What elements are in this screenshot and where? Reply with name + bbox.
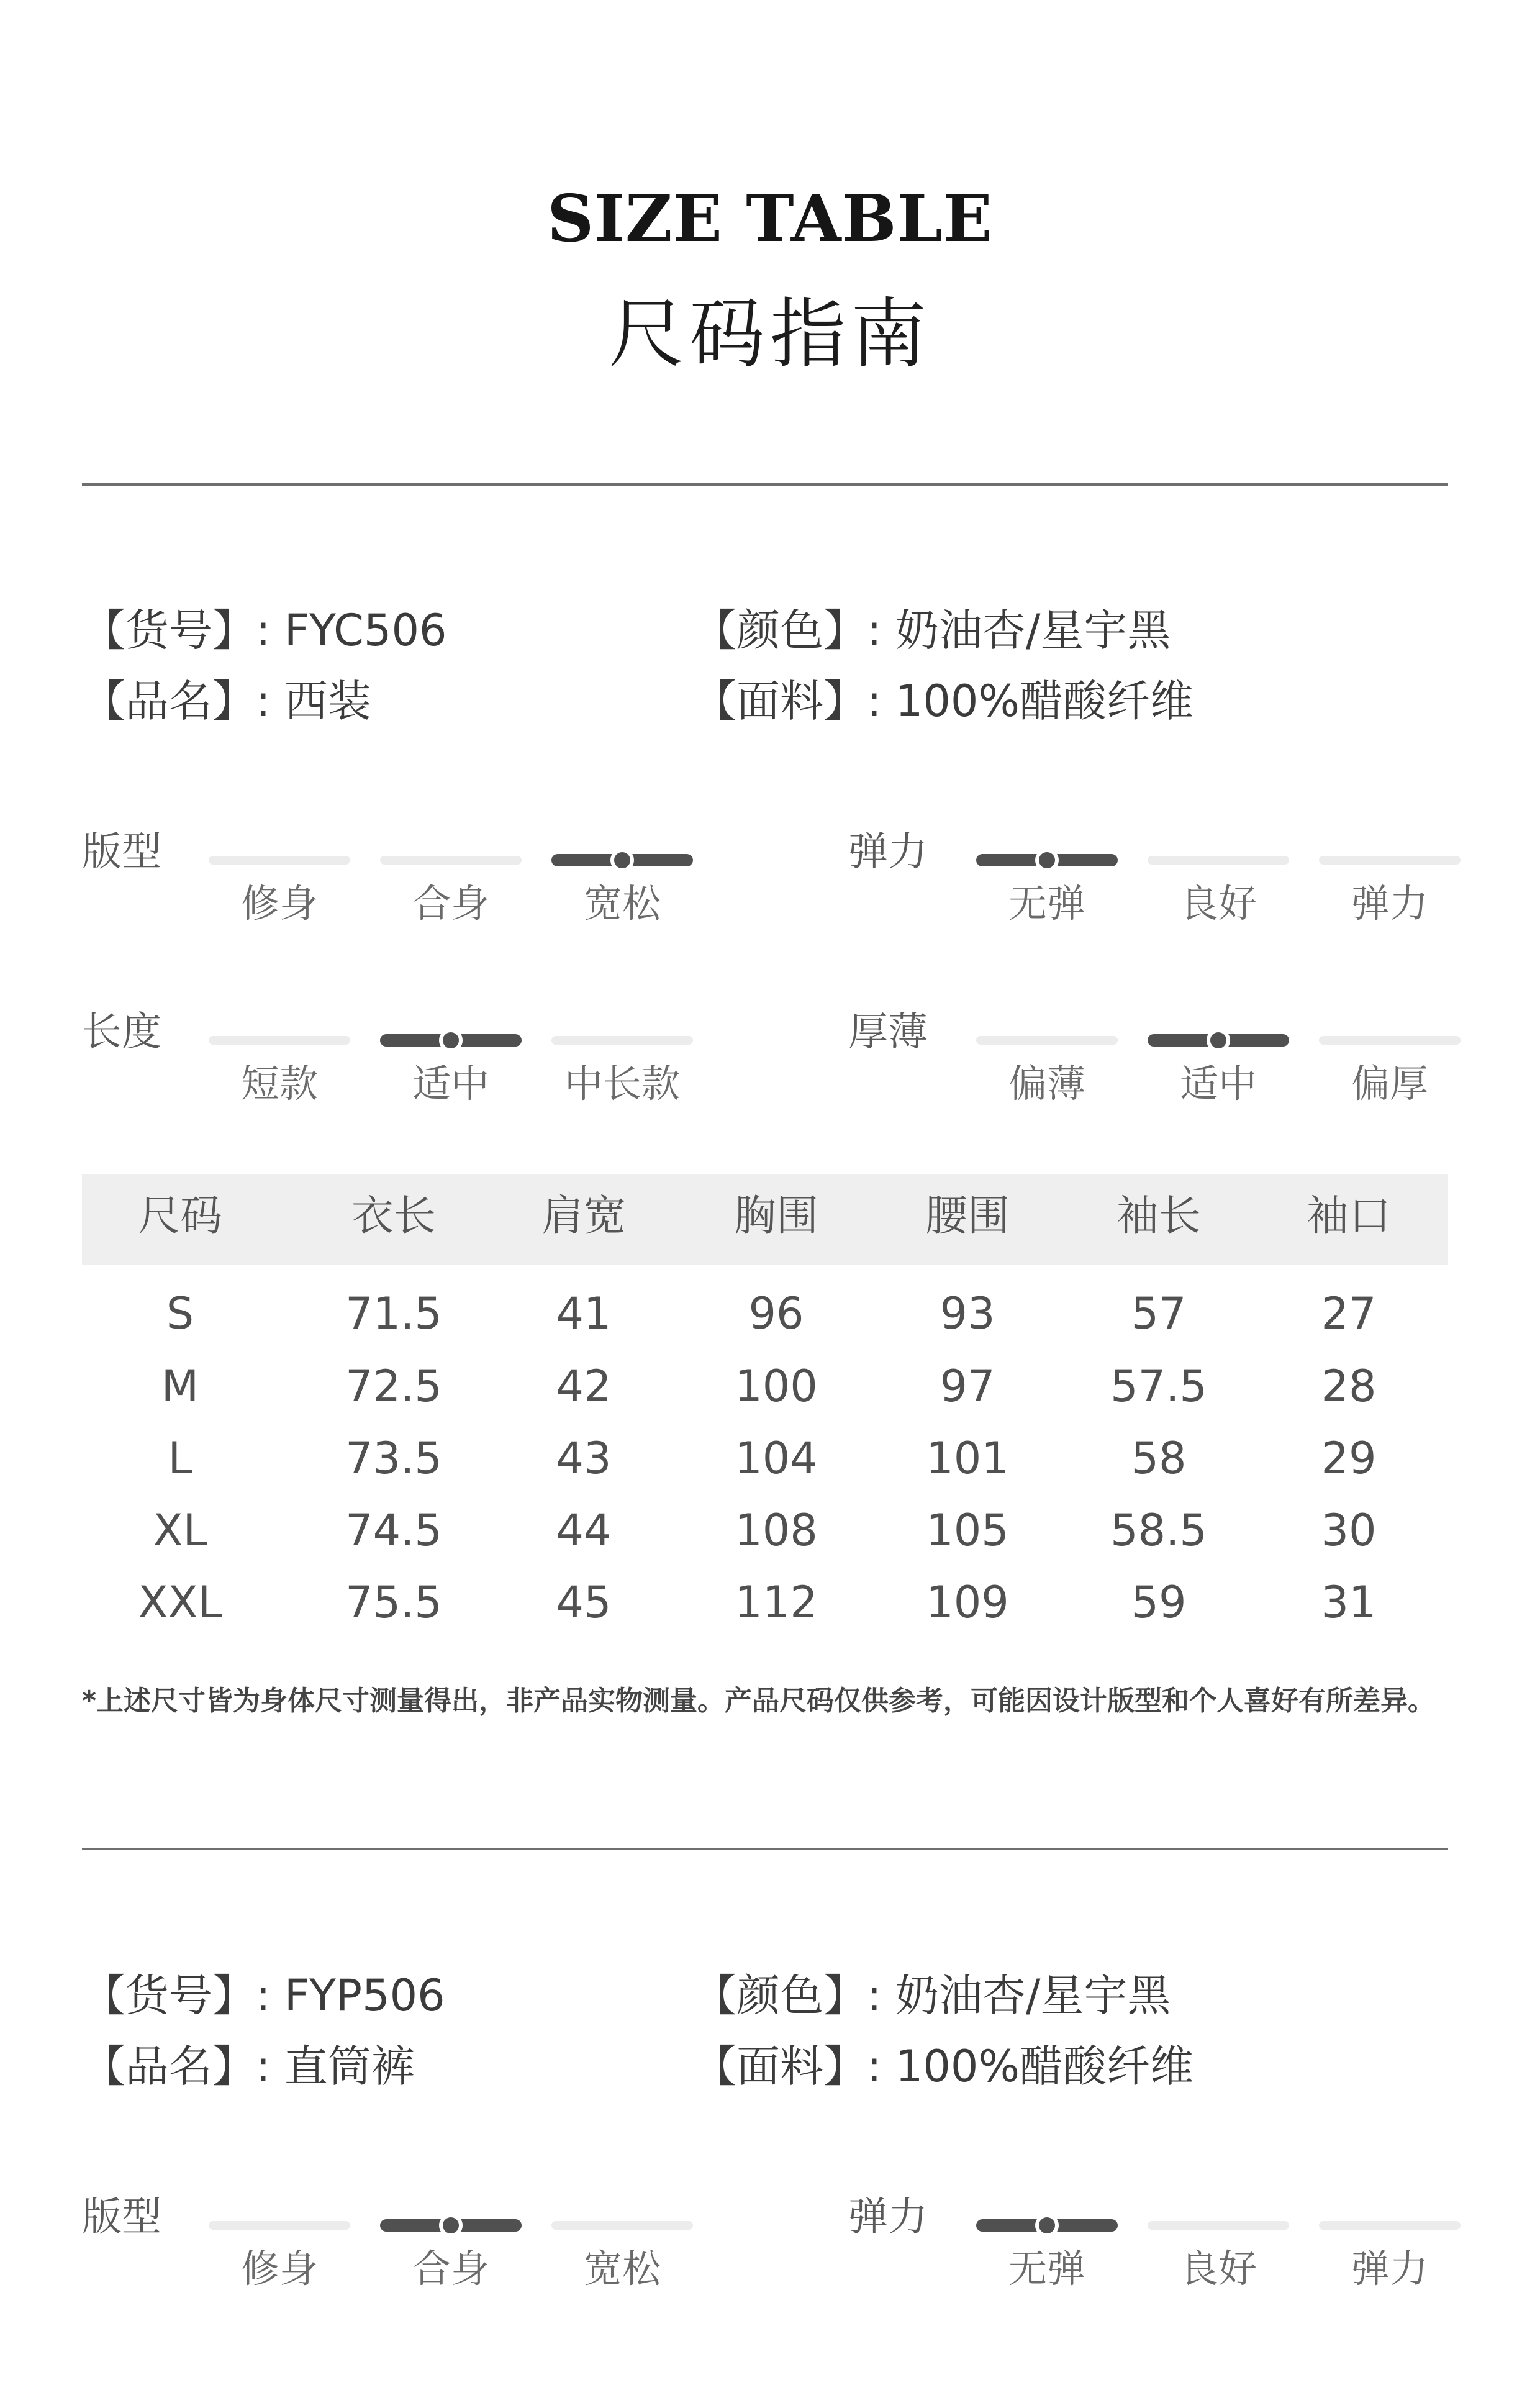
title-cn: 尺码指南 bbox=[609, 290, 931, 378]
product1-length-label: 长度 bbox=[82, 1009, 161, 1055]
option-label: 宽松 bbox=[583, 2246, 661, 2291]
option-label: 修身 bbox=[240, 881, 318, 926]
table-cell: 42 bbox=[556, 1361, 612, 1412]
option-label: 合身 bbox=[412, 881, 489, 926]
selection-marker bbox=[439, 1029, 463, 1052]
table-size-cell: L bbox=[168, 1433, 192, 1484]
selection-marker bbox=[439, 2214, 463, 2237]
table-cell: 101 bbox=[926, 1433, 1009, 1484]
table-cell: 105 bbox=[926, 1505, 1009, 1556]
option-track bbox=[209, 2221, 350, 2230]
product2-name: 【品名】: 直筒裤 bbox=[82, 2041, 415, 2092]
divider-top bbox=[82, 483, 1448, 486]
option-track bbox=[209, 1036, 350, 1045]
option-track bbox=[976, 1036, 1118, 1045]
product2-fabric: 【面料】: 100%醋酸纤维 bbox=[693, 2041, 1194, 2092]
selection-marker bbox=[1207, 1029, 1230, 1052]
table-cell: 96 bbox=[748, 1288, 804, 1339]
option-label: 良好 bbox=[1179, 881, 1257, 926]
divider-middle bbox=[82, 1848, 1448, 1850]
table-header-cell: 腰围 bbox=[925, 1192, 1010, 1241]
product2-elasticity-label: 弹力 bbox=[848, 2194, 928, 2240]
table-cell: 109 bbox=[926, 1577, 1009, 1628]
table-cell: 41 bbox=[556, 1288, 612, 1339]
option-label: 修身 bbox=[240, 2246, 318, 2291]
product1-fit-label: 版型 bbox=[82, 829, 161, 875]
option-label: 适中 bbox=[412, 1061, 489, 1106]
table-cell: 44 bbox=[556, 1505, 612, 1556]
table-header-cell: 尺码 bbox=[137, 1192, 222, 1241]
table-cell: 58 bbox=[1131, 1433, 1187, 1484]
option-label: 偏薄 bbox=[1008, 1061, 1085, 1106]
table-cell: 57.5 bbox=[1110, 1361, 1207, 1412]
option-label: 合身 bbox=[412, 2246, 489, 2291]
option-track bbox=[1319, 2221, 1461, 2230]
table-header-cell: 肩宽 bbox=[541, 1192, 626, 1241]
selection-marker bbox=[1035, 848, 1059, 872]
selected-track bbox=[976, 2219, 1118, 2232]
selected-track bbox=[380, 1034, 522, 1047]
product2-fit-label: 版型 bbox=[82, 2194, 161, 2240]
table-cell: 108 bbox=[735, 1505, 818, 1556]
table-cell: 28 bbox=[1321, 1361, 1377, 1412]
table-cell: 57 bbox=[1131, 1288, 1187, 1339]
product1-color: 【颜色】: 奶油杏/星宇黑 bbox=[693, 605, 1171, 656]
table-cell: 27 bbox=[1321, 1288, 1377, 1339]
table-cell: 74.5 bbox=[345, 1505, 442, 1556]
option-track bbox=[1148, 856, 1289, 865]
table-cell: 59 bbox=[1131, 1577, 1187, 1628]
option-label: 弹力 bbox=[1351, 2246, 1428, 2291]
table-cell: 43 bbox=[556, 1433, 612, 1484]
option-track bbox=[551, 1036, 693, 1045]
option-label: 良好 bbox=[1179, 2246, 1257, 2291]
disclaimer-note: *上述尺寸皆为身体尺寸测量得出，非产品实物测量。产品尺码仅供参考，可能因设计版型和个人喜好有所差异。 bbox=[82, 1685, 1436, 1717]
option-label: 弹力 bbox=[1351, 881, 1428, 926]
product1-name: 【品名】: 西装 bbox=[82, 676, 371, 727]
table-size-cell: XXL bbox=[138, 1577, 222, 1628]
product2-code: 【货号】: FYP506 bbox=[82, 1970, 445, 2021]
table-size-cell: XL bbox=[153, 1505, 207, 1556]
product2-color: 【颜色】: 奶油杏/星宇黑 bbox=[693, 1970, 1171, 2021]
option-label: 短款 bbox=[240, 1061, 318, 1106]
table-cell: 104 bbox=[735, 1433, 818, 1484]
product1-thickness-label: 厚薄 bbox=[848, 1009, 928, 1055]
table-cell: 97 bbox=[940, 1361, 995, 1412]
table-cell: 93 bbox=[940, 1288, 995, 1339]
option-track bbox=[1319, 1036, 1461, 1045]
table-size-cell: M bbox=[161, 1361, 199, 1412]
option-label: 无弹 bbox=[1008, 2246, 1085, 2291]
table-cell: 30 bbox=[1321, 1505, 1377, 1556]
table-header-cell: 袖长 bbox=[1116, 1192, 1201, 1241]
selection-marker bbox=[610, 848, 634, 872]
option-label: 无弹 bbox=[1008, 881, 1085, 926]
table-cell: 72.5 bbox=[345, 1361, 442, 1412]
selected-track bbox=[551, 854, 693, 866]
table-cell: 112 bbox=[735, 1577, 818, 1628]
table-cell: 29 bbox=[1321, 1433, 1377, 1484]
title-en: SIZE TABLE bbox=[547, 180, 993, 257]
table-cell: 73.5 bbox=[345, 1433, 442, 1484]
table-cell: 71.5 bbox=[345, 1288, 442, 1339]
table-cell: 31 bbox=[1321, 1577, 1377, 1628]
table-size-cell: S bbox=[166, 1288, 194, 1339]
selected-track bbox=[976, 854, 1118, 866]
selected-track bbox=[380, 2219, 522, 2232]
table-header-cell: 胸围 bbox=[733, 1192, 818, 1241]
option-label: 宽松 bbox=[583, 881, 661, 926]
table-header-cell: 衣长 bbox=[351, 1192, 436, 1241]
table-cell: 75.5 bbox=[345, 1577, 442, 1628]
table-cell: 58.5 bbox=[1110, 1505, 1207, 1556]
option-track bbox=[551, 2221, 693, 2230]
option-label: 偏厚 bbox=[1351, 1061, 1428, 1106]
product1-fabric: 【面料】: 100%醋酸纤维 bbox=[693, 676, 1194, 727]
table-cell: 100 bbox=[735, 1361, 818, 1412]
table-header-cell: 袖口 bbox=[1306, 1192, 1391, 1241]
selection-marker bbox=[1035, 2214, 1059, 2237]
option-track bbox=[1319, 856, 1461, 865]
table-cell: 45 bbox=[556, 1577, 612, 1628]
option-track bbox=[209, 856, 350, 865]
option-track bbox=[380, 856, 522, 865]
selected-track bbox=[1148, 1034, 1289, 1047]
product1-code: 【货号】: FYC506 bbox=[82, 605, 447, 656]
option-label: 适中 bbox=[1179, 1061, 1257, 1106]
option-track bbox=[1148, 2221, 1289, 2230]
product1-elasticity-label: 弹力 bbox=[848, 829, 928, 875]
option-label: 中长款 bbox=[564, 1061, 680, 1106]
